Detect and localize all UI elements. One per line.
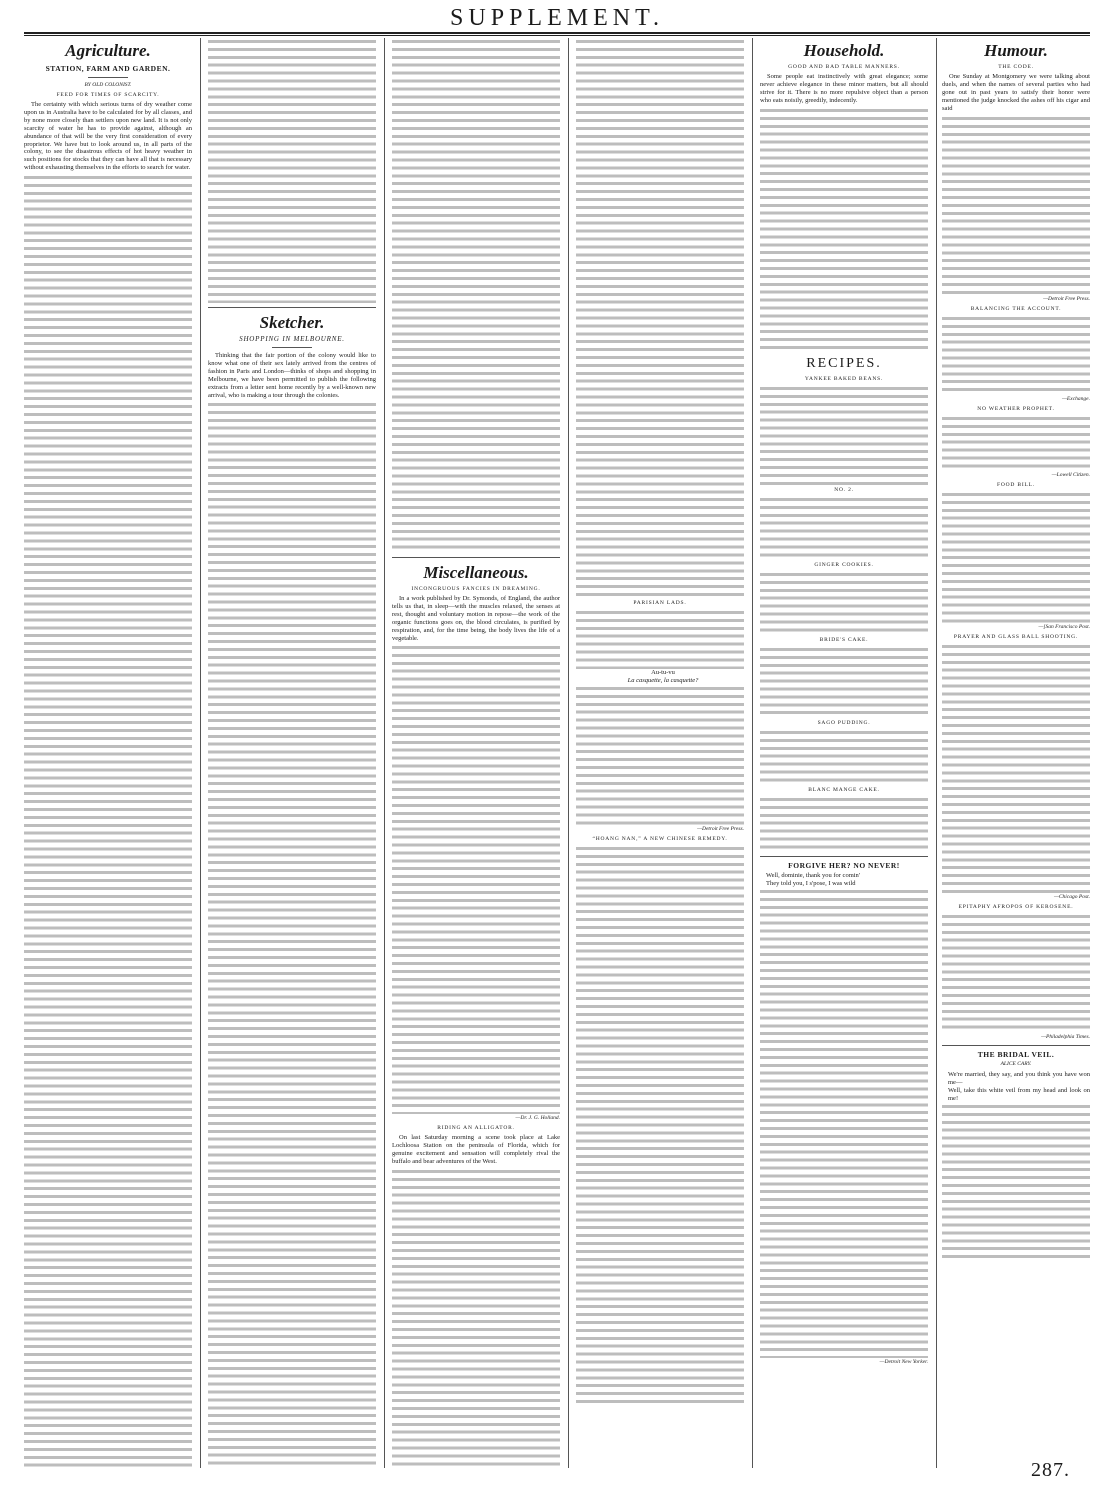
- masthead-rule-thin: [24, 35, 1090, 36]
- column-divider: [384, 38, 385, 1468]
- poem-line: We're married, they say, and you think you have won me—: [948, 1070, 1090, 1086]
- verse-line: La casquette, la casquette?: [627, 677, 699, 684]
- poem-byline: ALICE CARY.: [1000, 1060, 1032, 1067]
- body-text-block: [942, 643, 1090, 893]
- divider: [392, 557, 560, 558]
- poem-line: Well, dominie, thank you for comin': [766, 871, 860, 879]
- section-subheading: STATION, FARM AND GARDEN.: [45, 64, 171, 73]
- signature: —Detroit New Yorker.: [879, 1358, 928, 1365]
- article-paragraph: The certainty with which serious turns of dry weather come upon us in Australia have to be calculated for by all classes, and by none more closely than settlers upon new land. It is not only scarcity of water he has to provide against, although an abundance of that will be the very first consideration of every proprietor. We have but to look around us, in all parts of the colony, to see the disastrous effects of hot heavy weather in such positions for stocks that they can have all that is necessary without exhausting themselves in the efforts to search for water.: [24, 101, 192, 172]
- signature: —Dr. J. G. Holland.: [515, 1115, 560, 1122]
- article-title: SHOPPING IN MELBOURNE.: [239, 335, 345, 343]
- signature: —[San Francisco Post.: [1038, 623, 1090, 630]
- body-text-block: [760, 571, 928, 635]
- body-text-block: [208, 401, 376, 1468]
- verse-title: Au-tu-vu: [651, 669, 675, 676]
- body-text-block: [24, 174, 192, 1468]
- article-paragraph: In a work published by Dr. Symonds, of England, the author tells us that, in sleep—with the muscles relaxed, the senses at rest, thought and voluntary motion in repose—the work of the organic functions goes on, the blood circulates, is purified by respiration, and, for the time being, the body lives the life of a vegetable.: [392, 595, 560, 642]
- article-title: RIDING AN ALLIGATOR.: [437, 1125, 515, 1132]
- body-text-block: [760, 796, 928, 852]
- section-heading-miscellaneous: Miscellaneous.: [423, 563, 529, 582]
- body-text-block: [576, 685, 744, 825]
- article-title: “HOANG NAN,” A NEW CHINESE REMEDY.: [592, 836, 728, 842]
- recipes-heading: RECIPES.: [806, 355, 882, 371]
- body-text-block: [942, 315, 1090, 395]
- section-heading-household: Household.: [803, 41, 885, 60]
- article-title: NO WEATHER PROPHET.: [977, 405, 1055, 412]
- body-text-block: [760, 646, 928, 718]
- body-text-block: [576, 845, 744, 1405]
- article-title: BALANCING THE ACCOUNT.: [970, 305, 1062, 312]
- article-title: THE CODE.: [998, 64, 1034, 70]
- body-text-block: [760, 107, 928, 352]
- article-title: FEED FOR TIMES OF SCARCITY.: [56, 92, 160, 98]
- column-divider: [936, 38, 937, 1468]
- column-household: [760, 38, 928, 1468]
- body-text-block: [760, 385, 928, 485]
- body-text-block: [392, 38, 560, 553]
- article-title: EPITAPHY AFROPOS OF KEROSENE.: [958, 903, 1074, 910]
- poem-text-block: [760, 888, 928, 1358]
- article-title: PARISIAN LADS.: [633, 600, 687, 606]
- signature: —Exchange.: [1062, 395, 1090, 402]
- column-divider: [200, 38, 201, 1468]
- divider: [760, 856, 928, 857]
- section-heading-agriculture: Agriculture.: [65, 41, 151, 60]
- poem-text-block: [942, 1103, 1090, 1263]
- section-heading-sketcher: Sketcher.: [259, 313, 325, 332]
- article-paragraph: Some people eat instinctively with great elegance; some never achieve elegance in these minor matters, but all should strive for it. There is no more repulsive object than a person who eats noisily, greedily, indecently.: [760, 73, 928, 104]
- article-title: PRAYER AND GLASS BALL SHOOTING.: [953, 633, 1079, 640]
- recipe-title: YANKEE BAKED BEANS.: [804, 375, 884, 382]
- byline: BY OLD COLONIST.: [84, 82, 132, 88]
- column-four: [576, 38, 744, 1468]
- poem-title: THE BRIDAL VEIL.: [977, 1049, 1055, 1059]
- recipe-title: BRIDE'S CAKE.: [819, 636, 869, 643]
- newspaper-columns: [24, 38, 1090, 1468]
- signature: —Detroit Free Press.: [697, 826, 744, 832]
- recipe-title: BLANC MANGE CAKE.: [808, 786, 880, 793]
- body-text-block: [392, 1168, 560, 1468]
- body-text-block: [942, 115, 1090, 295]
- page-number: 287.: [1031, 1459, 1070, 1481]
- column-sketcher: [208, 38, 376, 1468]
- signature: —Philadelphia Times.: [1041, 1033, 1090, 1040]
- masthead-title: SUPPLEMENT.: [450, 5, 664, 31]
- column-divider: [752, 38, 753, 1468]
- article-paragraph: On last Saturday morning a scene took place at Lake Lochloosa Station on the peninsula of Florida, which for genuine excitement and sensation will completely rival the buffalo and bear adventures of the West.: [392, 1134, 560, 1166]
- body-text-block: [208, 38, 376, 303]
- column-divider: [568, 38, 569, 1468]
- recipe-title: GINGER COOKIES.: [814, 561, 874, 568]
- body-text-block: [942, 415, 1090, 471]
- article-title: FOOD BILL.: [997, 481, 1035, 488]
- article-paragraph: Thinking that the fair portion of the colony would like to know what one of their sex lately arrived from the centres of fashion in Paris and London—thinks of shops and shopping in Melbourne, we have been permitted to publish the following extracts from a letter sent home recently by a well-known new arrival, who is making a tour through the colonies.: [208, 352, 376, 399]
- divider: [88, 77, 128, 78]
- body-text-block: [760, 729, 928, 785]
- column-agriculture: [24, 38, 192, 1468]
- article-title: GOOD AND BAD TABLE MANNERS.: [788, 64, 900, 70]
- signature: —Chicago Post.: [1053, 893, 1090, 900]
- recipe-title: NO. 2.: [834, 486, 854, 493]
- section-heading-humour: Humour.: [984, 41, 1048, 60]
- recipe-title: SAGO PUDDING.: [817, 719, 871, 726]
- article-title: INCONGRUOUS FANCIES IN DREAMING.: [411, 586, 541, 592]
- column-miscellaneous: [392, 38, 560, 1468]
- poem-title: FORGIVE HER? NO NEVER!: [788, 860, 900, 870]
- divider: [942, 1045, 1090, 1046]
- body-text-block: [942, 491, 1090, 623]
- body-text-block: [942, 913, 1090, 1033]
- body-text-block: [392, 644, 560, 1114]
- body-text-block: [760, 496, 928, 560]
- column-humour: [942, 38, 1090, 1468]
- poem-line: Well, take this white veil from my head and look on me!: [948, 1086, 1090, 1102]
- signature: —Detroit Free Press.: [1043, 295, 1090, 302]
- divider: [272, 347, 312, 348]
- body-text-block: [576, 609, 744, 669]
- divider: [208, 307, 376, 308]
- signature: —Lowell Citizen.: [1051, 471, 1090, 478]
- body-text-block: [576, 38, 744, 598]
- masthead-rule: [24, 32, 1090, 34]
- poem-line: They told you, I s'pose, I was wild: [766, 879, 856, 887]
- article-paragraph: One Sunday at Montgomery we were talking about duels, and when the names of several parties who had gone out in past years to satisfy their honor were mentioned the judge knocked the ashes off his cigar and said: [942, 73, 1090, 112]
